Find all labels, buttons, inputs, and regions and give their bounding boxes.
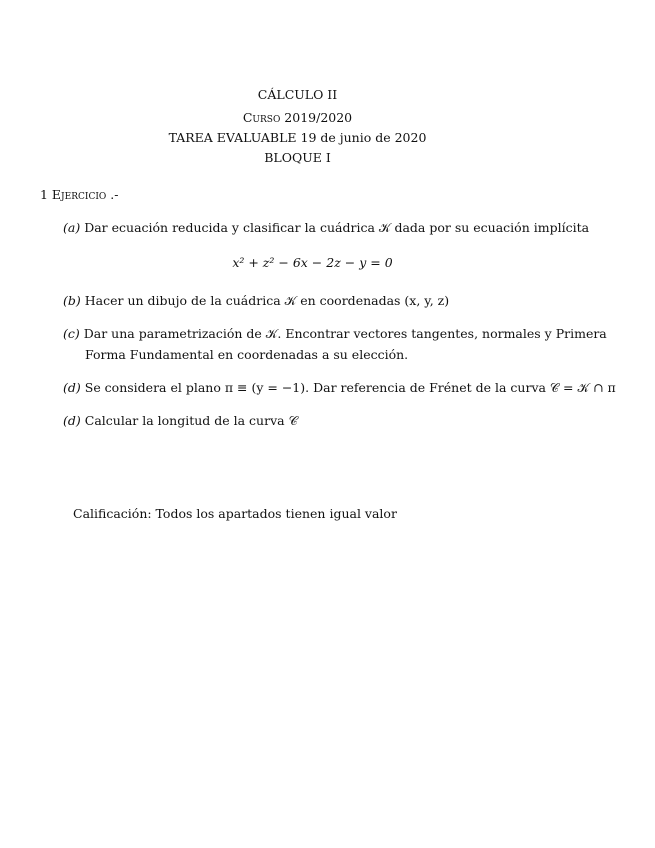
item-a [63,220,589,236]
item-text: Dar una parametrización de 𝒦. Encontrar vectores tangentes, normales y Primera [83,326,607,341]
item-label: (a) [63,220,81,235]
item-label: (b) [63,293,81,308]
course-title: CÁLCULO II [257,87,338,102]
item-label: (d) [63,413,81,428]
equation: x² + z² − 6x − 2z − y = 0 [232,255,393,270]
course-year: Curso 2019/2020 [242,110,353,125]
item-d [63,380,616,396]
exercise-heading: 1 Ejercicio .- [40,187,119,202]
grading-note: Calificación: Todos los apartados tienen igual valor [73,506,397,521]
item-text: Dar ecuación reducida y clasificar la cuádrica 𝒦 dada por su ecuación implícita [84,220,590,235]
block-title: BLOQUE I [264,150,331,165]
item-text: Hacer un dibujo de la cuádrica 𝒦 en coordenadas (x, y, z) [84,293,450,308]
item-c [63,326,607,342]
item-text: Calcular la longitud de la curva 𝒞 [84,413,298,428]
item-b [63,293,449,309]
item-text: Se considera el plano π ≡ (y = −1). Dar referencia de Frénet de la curva 𝒞 = 𝒦 ∩ π [84,380,616,395]
assignment-title: TAREA EVALUABLE 19 de junio de 2020 [168,130,427,145]
item-d2 [63,413,298,429]
item-label: (c) [63,326,80,341]
item-c-continuation: Forma Fundamental en coordenadas a su elección. [85,347,409,362]
item-label: (d) [63,380,81,395]
